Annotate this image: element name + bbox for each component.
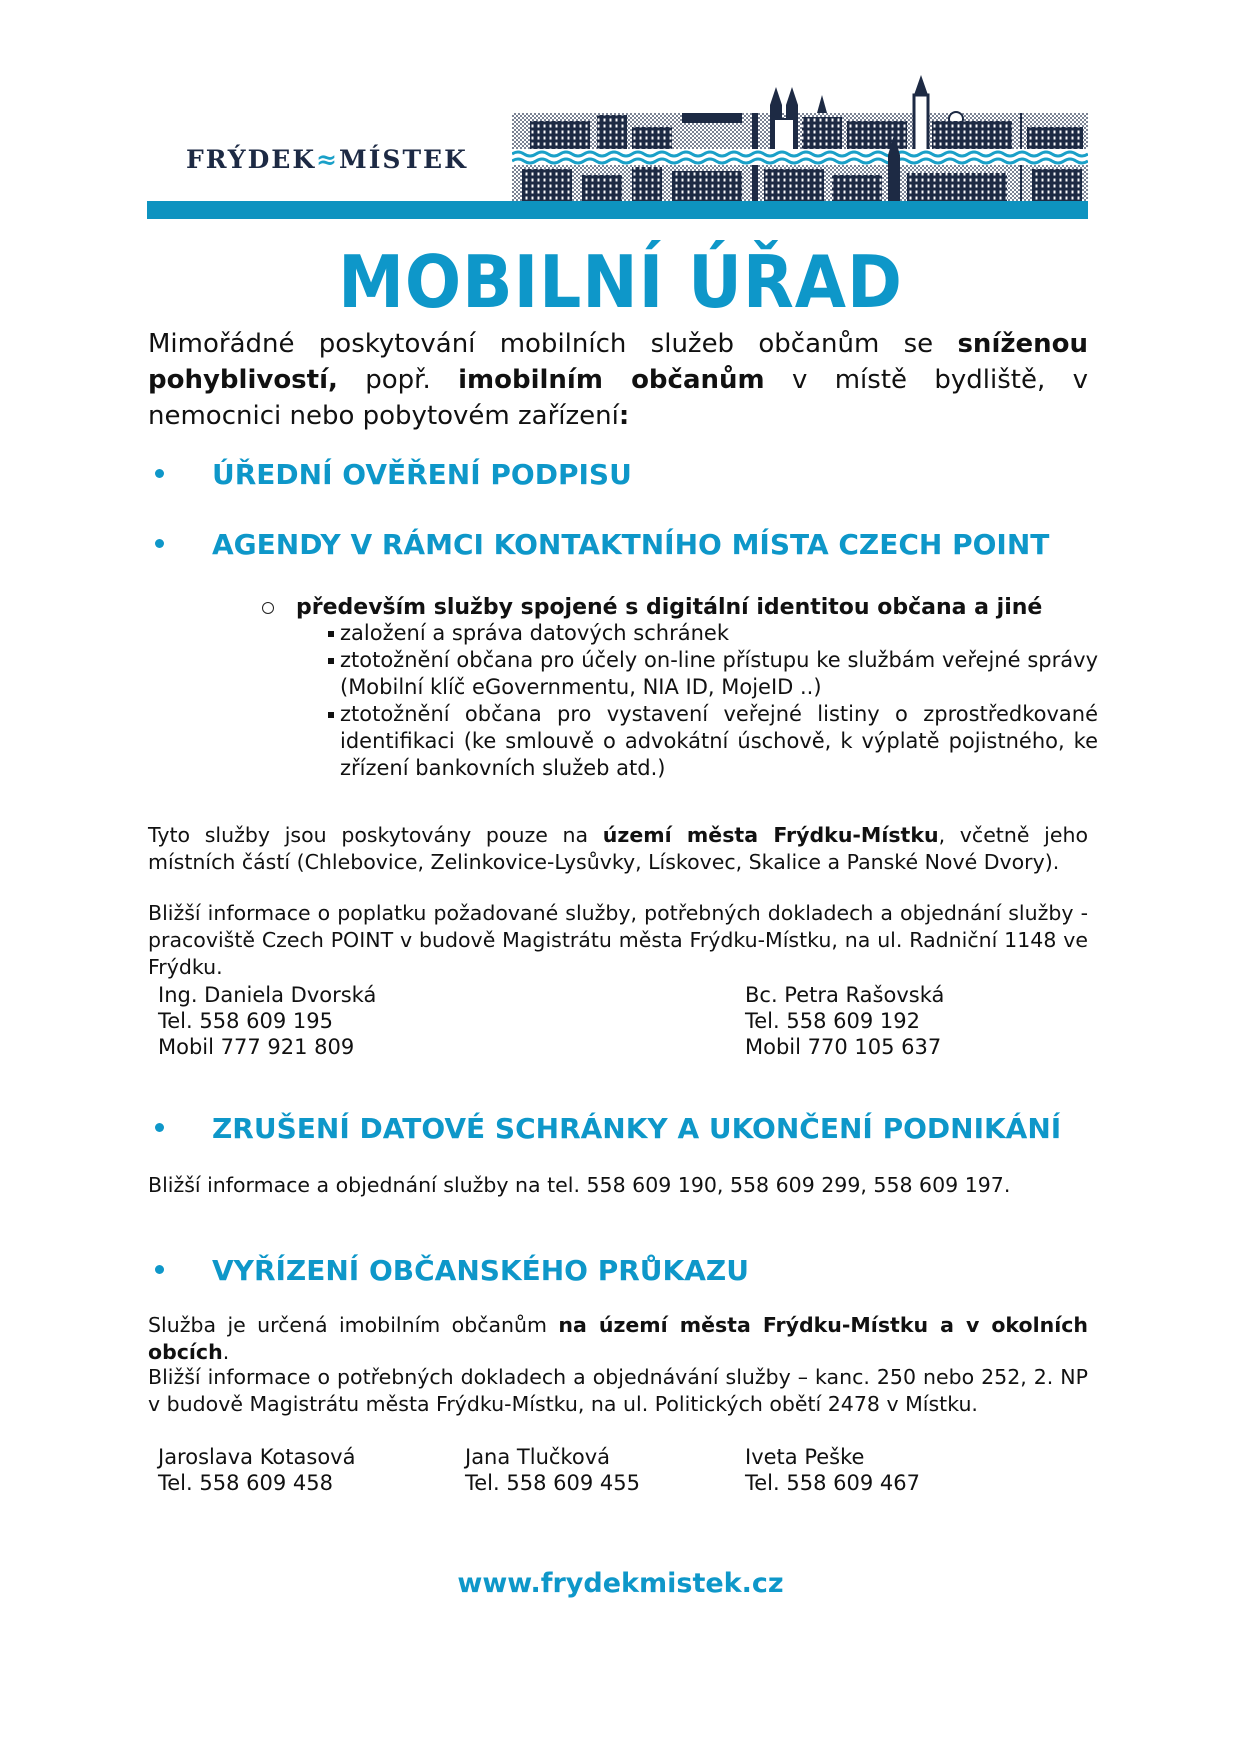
id-card-info-paragraph: Bližší informace o potřebných dokladech a objednávání služby – kanc. 250 nebo 252, 2. NP v budově Magistrátu města Frýdku-Místku, na ul. Politických obětí 2478 v Místku. (148, 1365, 1088, 1416)
contact-card (745, 1444, 920, 1496)
contact-phone: Tel. 558 609 192 (745, 1009, 920, 1033)
contact-name: Ing. Daniela Dvorská (158, 983, 377, 1007)
contact-mobile: Mobil 770 105 637 (745, 1035, 942, 1059)
section-heading-data-box-cancellation (148, 1112, 1061, 1145)
section-heading-signature-verification (148, 458, 632, 491)
list-item: ztotožnění občana pro účely on-line přístupu ke službám veřejné správy (Mobilní klíč eGovernmentu, NIA ID, MojeID ..) (328, 647, 1098, 701)
paragraph-bold-text: na území města Frýdku-Místku a v okolních obcích (148, 1313, 1088, 1364)
city-logo (186, 145, 468, 174)
contact-card (158, 982, 376, 1060)
circle-bullet-icon (262, 602, 274, 614)
intro-text: Mimořádné poskytování mobilních služeb občanům se (148, 329, 958, 359)
city-skyline-illustration (512, 75, 1088, 201)
czech-point-services-list (328, 620, 1098, 782)
section-heading-text: ÚŘEDNÍ OVĚŘENÍ PODPISU (212, 458, 632, 491)
paragraph-text: Služba je určená imobilním občanům (148, 1313, 559, 1337)
contact-card (158, 1444, 355, 1496)
list-item: ztotožnění občana pro vystavení veřejné listiny o zprostředkované identifikaci (ke smlouvě o advokátní úschově, k výplatě pojistného, ke zřízení bankovních služeb atd.) (328, 701, 1098, 782)
section-heading-czech-point (148, 528, 1049, 561)
contact-card (465, 1444, 640, 1496)
section-heading-text: AGENDY V RÁMCI KONTAKTNÍHO MÍSTA CZECH POINT (212, 528, 1050, 561)
intro-bold-text: sníženou pohyblivostí, (148, 329, 1088, 395)
intro-paragraph (148, 326, 1088, 434)
contact-name: Bc. Petra Rašovská (745, 983, 945, 1007)
contact-phone: Tel. 558 609 195 (158, 1009, 333, 1033)
contact-card (745, 982, 944, 1060)
sub-bullet-digital-identity (262, 595, 1042, 620)
contact-mobile: Mobil 777 921 809 (158, 1035, 355, 1059)
paragraph-text: , včetně jeho místních částí (Chlebovice, Zelinkovice-Lysůvky, Lískovec, Skalice a Panské Nové Dvory). (148, 823, 1088, 874)
intro-bold-text: imobilním občanům (458, 365, 765, 395)
page-title: MOBILNÍ ÚŘAD (338, 240, 903, 324)
contact-name: Iveta Peške (745, 1445, 865, 1469)
header-banner-bar (147, 201, 1088, 219)
bullet-icon (155, 1265, 164, 1274)
section-heading-id-card (148, 1254, 749, 1287)
section-heading-text: VYŘÍZENÍ OBČANSKÉHO PRŮKAZU (212, 1254, 749, 1287)
czech-point-info-paragraph: Bližší informace o poplatku požadované služby, potřebných dokladech a objednání služby - pracoviště Czech POINT v budově Magistrátu města Frýdku-Místku, na ul. Radniční 1148 ve Frýdku. (148, 901, 1088, 979)
bullet-icon (155, 539, 164, 548)
list-item: založení a správa datových schránek (328, 620, 1098, 647)
id-card-territory-paragraph (148, 1312, 1088, 1366)
territory-paragraph (148, 822, 1088, 876)
logo-text-right: MÍSTEK (339, 145, 468, 174)
bullet-icon (155, 469, 164, 478)
intro-text: v místě bydliště, v nemocnici nebo pobytovém zařízení (148, 365, 1088, 431)
contact-name: Jaroslava Kotasová (158, 1445, 356, 1469)
contact-phone: Tel. 558 609 458 (158, 1471, 333, 1495)
website-link[interactable]: www.frydekmistek.cz (457, 1568, 784, 1599)
intro-text: popř. (337, 365, 459, 395)
logo-wave-icon: ≈ (316, 145, 340, 174)
contact-phone: Tel. 558 609 467 (745, 1471, 920, 1495)
intro-bold-text: : (618, 401, 630, 431)
paragraph-text: . (222, 1340, 230, 1364)
contact-phone: Tel. 558 609 455 (465, 1471, 640, 1495)
sub-bullet-text: především služby spojené s digitální identitou občana a jiné (296, 595, 1043, 620)
contact-name: Jana Tlučková (465, 1445, 610, 1469)
logo-text-left: FRÝDEK (186, 145, 317, 174)
bullet-icon (155, 1123, 164, 1132)
section-heading-text: ZRUŠENÍ DATOVÉ SCHRÁNKY A UKONČENÍ PODNIKÁNÍ (212, 1112, 1062, 1145)
building-shape (530, 121, 590, 151)
paragraph-text: Tyto služby jsou poskytovány pouze na (148, 823, 603, 847)
data-box-info-paragraph: Bližší informace a objednání služby na tel. 558 609 190, 558 609 299, 558 609 197. (148, 1173, 1011, 1197)
paragraph-bold-text: území města Frýdku-Místku (602, 823, 939, 847)
